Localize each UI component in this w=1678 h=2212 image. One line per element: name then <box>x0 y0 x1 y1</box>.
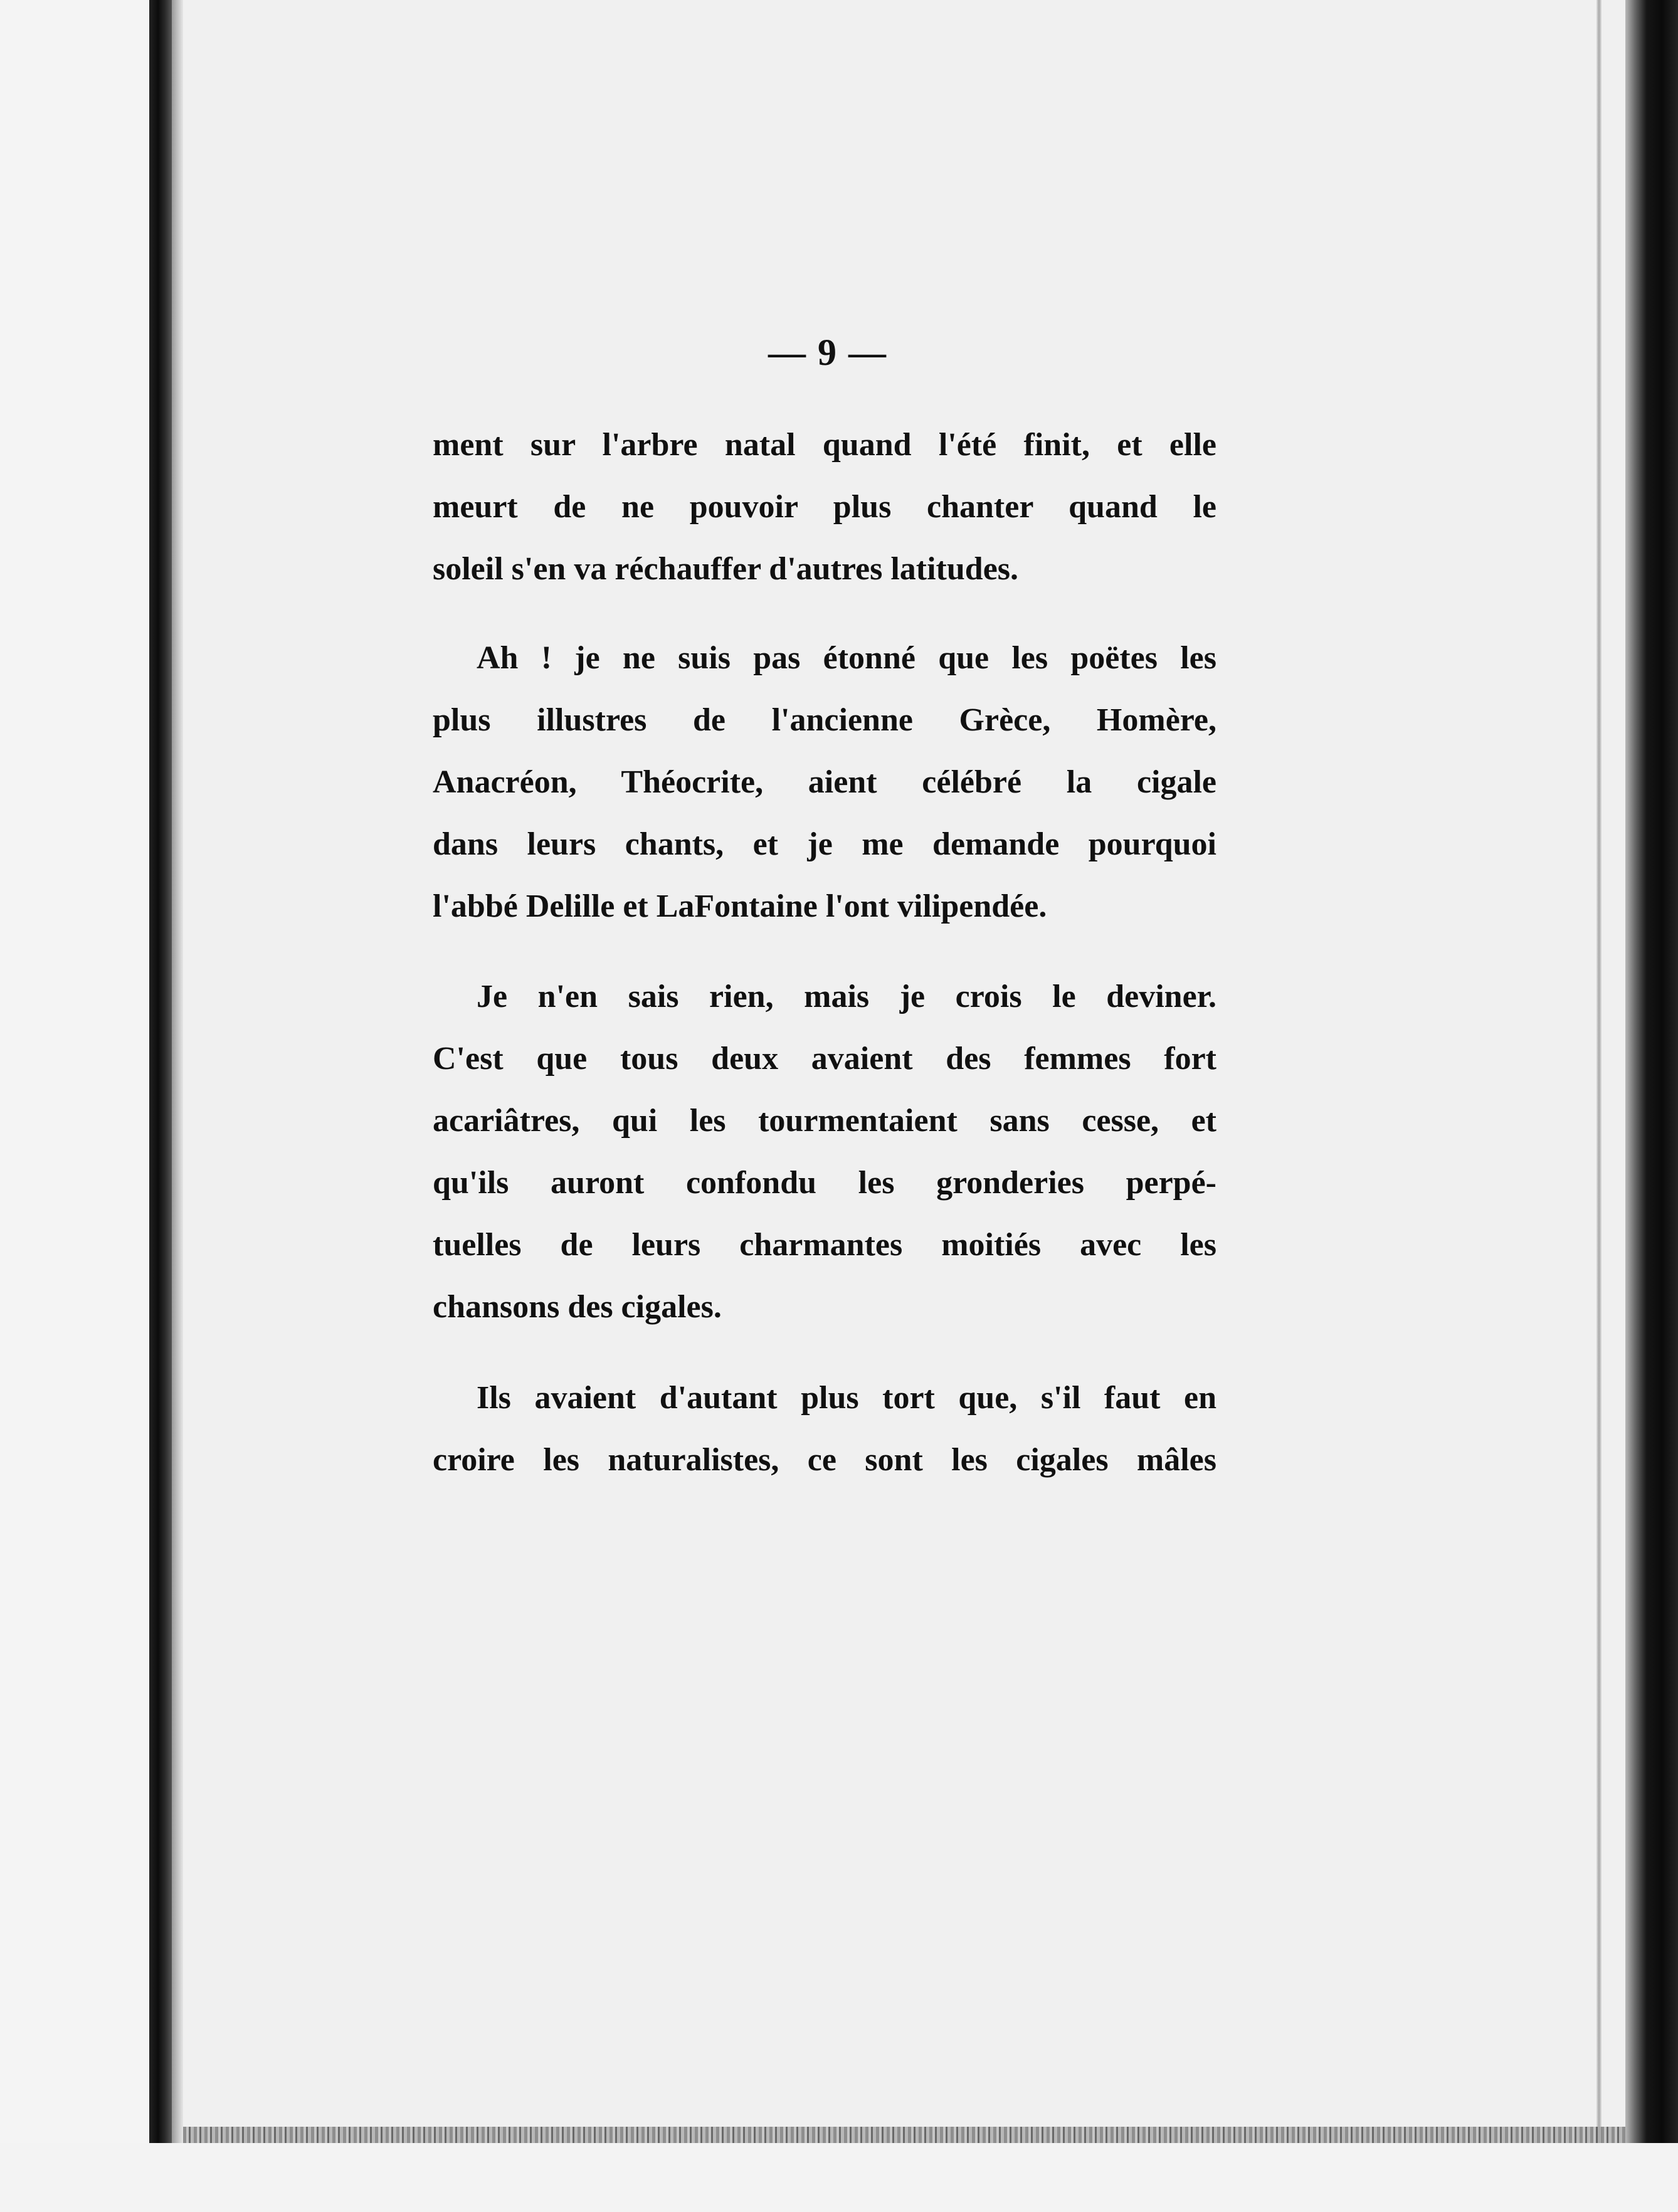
paragraph-3 <box>433 966 1216 1338</box>
text-line: tuelles de leurs charmantes moitiés avec les <box>433 1227 1216 1263</box>
binding-edge <box>1625 0 1678 2212</box>
deckled-bottom-edge <box>183 2127 1625 2143</box>
page-number: — 9 — <box>768 332 887 373</box>
text-line: soleil s'en va réchauffer d'autres latitudes. <box>433 551 1019 587</box>
text-line: croire les naturalistes, ce sont les cigales mâles <box>433 1442 1216 1478</box>
text-line: acariâtres, qui les tourmentaient sans cesse, et <box>433 1103 1216 1139</box>
page-fold-line <box>1596 0 1601 2144</box>
bottom-margin <box>0 2143 1678 2212</box>
text-line: Je n'en sais rien, mais je crois le deviner. <box>477 979 1216 1014</box>
text-line: qu'ils auront confondu les gronderies perpé- <box>433 1165 1216 1201</box>
text-line: Ah ! je ne suis pas étonné que les poëtes les <box>477 640 1216 676</box>
text-line: Anacréon, Théocrite, aient célébré la cigale <box>433 764 1216 800</box>
text-line: chansons des cigales. <box>433 1289 722 1325</box>
text-line: C'est que tous deux avaient des femmes fort <box>433 1041 1216 1077</box>
text-line: ment sur l'arbre natal quand l'été finit, et elle <box>433 427 1216 463</box>
facing-page-margin <box>0 0 149 2212</box>
text-line: l'abbé Delille et LaFontaine l'ont vilipendée. <box>433 888 1047 924</box>
gutter-fade <box>172 0 183 2212</box>
paragraph-2 <box>433 627 1216 937</box>
text-line: Ils avaient d'autant plus tort que, s'il faut en <box>477 1380 1216 1416</box>
paragraph-1 <box>433 414 1216 600</box>
gutter-shadow <box>149 0 172 2212</box>
text-line: plus illustres de l'ancienne Grèce, Homère, <box>433 702 1216 738</box>
text-line: dans leurs chants, et je me demande pourquoi <box>433 826 1216 862</box>
text-line: meurt de ne pouvoir plus chanter quand le <box>433 489 1216 525</box>
paragraph-4 <box>433 1367 1216 1491</box>
